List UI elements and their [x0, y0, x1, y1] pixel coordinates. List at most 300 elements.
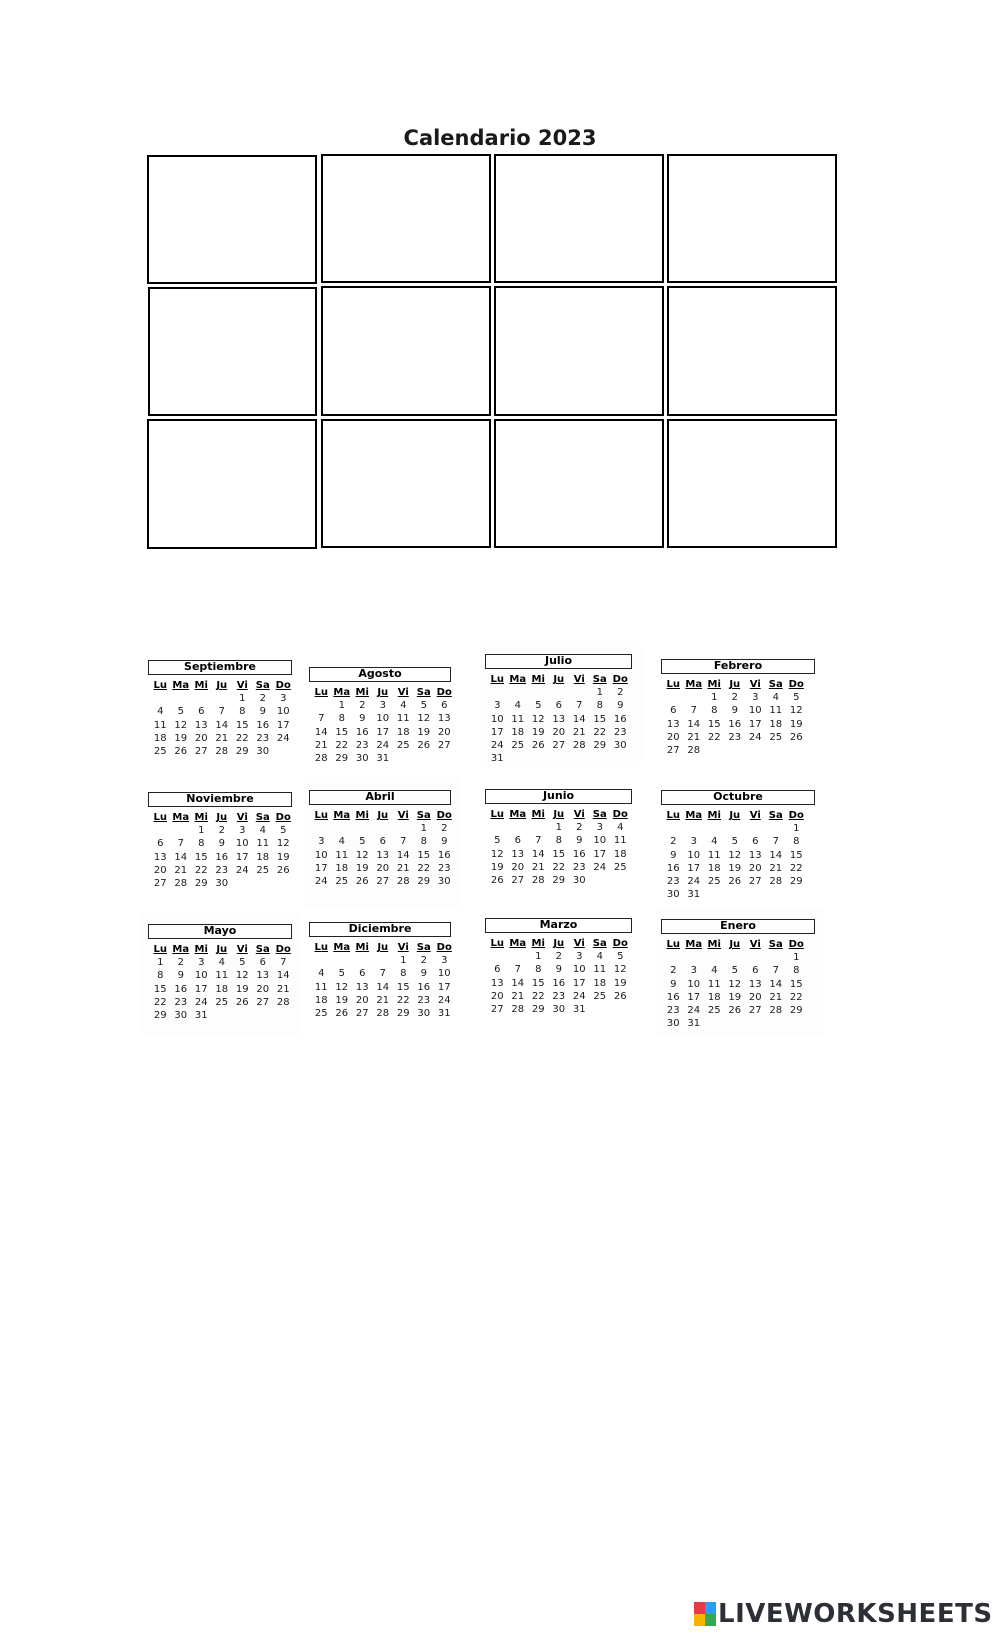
- day-number: 11: [314, 981, 328, 993]
- day-number: 24: [572, 990, 586, 1002]
- brand-name: LIVEWORKSHEETS: [718, 1599, 993, 1629]
- empty-day: [373, 823, 394, 836]
- month-title: Octubre: [661, 790, 815, 805]
- drop-box[interactable]: [667, 154, 837, 283]
- day-number: 12: [235, 970, 249, 982]
- day-number: 2: [177, 957, 184, 969]
- day-number: 21: [376, 994, 390, 1006]
- weekday-header: Vi: [397, 810, 409, 821]
- day-number: 25: [707, 1004, 721, 1016]
- day-number: 2: [441, 823, 448, 835]
- day-number: 21: [572, 726, 586, 738]
- day-number: 27: [376, 875, 390, 887]
- day-number: 11: [256, 838, 270, 850]
- weekday-header: Sa: [416, 810, 431, 821]
- month-title: Abril: [309, 790, 451, 805]
- day-number: 1: [535, 951, 542, 963]
- day-number: 4: [338, 836, 345, 848]
- day-number: 24: [593, 861, 607, 873]
- day-number: 21: [769, 991, 783, 1003]
- day-number: 8: [400, 968, 407, 980]
- day-number: 2: [420, 955, 427, 967]
- weekday-header: Ma: [333, 810, 351, 821]
- weekday-header: Vi: [397, 687, 409, 698]
- weekday-header: Mi: [355, 687, 369, 698]
- day-number: 26: [335, 1007, 349, 1019]
- weekday-header: Ju: [553, 674, 565, 685]
- empty-day: [766, 952, 787, 965]
- day-number: 8: [596, 700, 603, 712]
- day-number: 7: [772, 965, 779, 977]
- month-day-grid: [150, 944, 294, 1023]
- drop-box[interactable]: [321, 286, 491, 416]
- month-card-julio[interactable]: [479, 642, 642, 766]
- day-number: 16: [728, 718, 742, 730]
- day-number: 18: [256, 851, 270, 863]
- weekday-header: Vi: [236, 812, 248, 823]
- month-card-abril[interactable]: [303, 778, 461, 908]
- day-number: 2: [259, 693, 266, 705]
- weekday-header: Mi: [531, 809, 545, 820]
- day-number: 18: [769, 718, 783, 730]
- day-number: 8: [711, 705, 718, 717]
- empty-day: [150, 693, 171, 706]
- weekday-header: Mi: [355, 942, 369, 953]
- day-number: 14: [511, 977, 525, 989]
- day-number: 10: [235, 838, 249, 850]
- drop-box[interactable]: [321, 154, 491, 283]
- day-number: 23: [417, 994, 431, 1006]
- weekday-header: Ju: [729, 939, 741, 950]
- day-number: 3: [690, 965, 697, 977]
- month-title: Noviembre: [148, 792, 292, 807]
- day-number: 10: [687, 849, 701, 861]
- day-number: 6: [379, 836, 386, 848]
- brand-logo: [694, 1598, 993, 1630]
- weekday-header: Do: [275, 680, 291, 691]
- day-number: 12: [417, 713, 431, 725]
- day-number: 26: [417, 739, 431, 751]
- month-card-diciembre[interactable]: [303, 910, 461, 1034]
- day-number: 5: [280, 825, 287, 837]
- day-number: 16: [355, 726, 369, 738]
- day-number: 22: [417, 862, 431, 874]
- day-number: 9: [259, 706, 266, 718]
- day-number: 17: [437, 981, 451, 993]
- day-number: 9: [617, 700, 624, 712]
- day-number: 17: [314, 862, 328, 874]
- month-card-noviembre[interactable]: [142, 780, 302, 900]
- day-number: 26: [531, 739, 545, 751]
- day-number: 5: [420, 700, 427, 712]
- day-number: 27: [552, 739, 566, 751]
- day-number: 17: [593, 848, 607, 860]
- day-number: 23: [666, 1004, 680, 1016]
- day-number: 7: [280, 957, 287, 969]
- day-number: 22: [789, 991, 803, 1003]
- day-number: 19: [276, 851, 290, 863]
- drop-box[interactable]: [494, 419, 664, 548]
- day-number: 18: [153, 732, 167, 744]
- weekday-header: Do: [612, 938, 628, 949]
- weekday-header: Lu: [666, 939, 680, 950]
- day-number: 21: [687, 731, 701, 743]
- day-number: 5: [617, 951, 624, 963]
- day-number: 22: [335, 739, 349, 751]
- weekday-header: Lu: [314, 687, 328, 698]
- weekday-header: Sa: [768, 810, 783, 821]
- day-number: 10: [194, 970, 208, 982]
- weekday-header: Sa: [592, 809, 607, 820]
- day-number: 26: [728, 1004, 742, 1016]
- day-number: 1: [239, 693, 246, 705]
- day-number: 9: [441, 836, 448, 848]
- weekday-header: Ma: [685, 939, 703, 950]
- day-number: 27: [194, 745, 208, 757]
- month-card-agosto[interactable]: [303, 655, 461, 775]
- empty-day: [725, 823, 746, 836]
- day-number: 20: [437, 726, 451, 738]
- weekday-header: Vi: [573, 674, 585, 685]
- empty-day: [528, 687, 549, 700]
- day-number: 29: [417, 875, 431, 887]
- day-number: 13: [256, 970, 270, 982]
- day-number: 31: [490, 753, 504, 765]
- day-number: 1: [157, 957, 164, 969]
- day-number: 7: [514, 964, 521, 976]
- weekday-header: Ma: [509, 809, 527, 820]
- weekday-header: Mi: [707, 939, 721, 950]
- day-number: 10: [593, 835, 607, 847]
- day-number: 12: [355, 849, 369, 861]
- empty-day: [684, 952, 705, 965]
- day-number: 14: [687, 718, 701, 730]
- day-number: 14: [376, 981, 390, 993]
- weekday-header: Ma: [509, 674, 527, 685]
- day-number: 19: [728, 991, 742, 1003]
- day-number: 14: [531, 848, 545, 860]
- month-card-septiembre[interactable]: [142, 648, 302, 768]
- day-number: 1: [338, 700, 345, 712]
- day-number: 11: [769, 705, 783, 717]
- empty-day: [549, 687, 570, 700]
- day-number: 27: [256, 996, 270, 1008]
- day-number: 16: [613, 713, 627, 725]
- day-number: 26: [728, 875, 742, 887]
- weekday-header: Sa: [416, 687, 431, 698]
- day-number: 2: [670, 836, 677, 848]
- drop-box[interactable]: [667, 286, 837, 416]
- day-number: 25: [215, 996, 229, 1008]
- weekday-header: Ju: [377, 942, 389, 953]
- drop-box[interactable]: [494, 154, 664, 283]
- weekday-header: Ju: [216, 944, 228, 955]
- day-number: 23: [572, 861, 586, 873]
- day-number: 26: [276, 864, 290, 876]
- day-number: 10: [572, 964, 586, 976]
- weekday-header: Do: [788, 679, 804, 690]
- month-day-grid: [663, 810, 807, 902]
- day-number: 21: [769, 862, 783, 874]
- day-number: 11: [335, 849, 349, 861]
- weekday-header: Ju: [377, 687, 389, 698]
- empty-day: [663, 952, 684, 965]
- day-number: 15: [593, 713, 607, 725]
- day-number: 15: [417, 849, 431, 861]
- day-number: 22: [153, 996, 167, 1008]
- day-number: 2: [218, 825, 225, 837]
- day-number: 3: [752, 692, 759, 704]
- day-number: 12: [490, 848, 504, 860]
- day-number: 15: [335, 726, 349, 738]
- day-number: 24: [376, 739, 390, 751]
- day-number: 28: [687, 744, 701, 756]
- weekday-header: Ju: [729, 679, 741, 690]
- day-number: 3: [494, 700, 501, 712]
- day-number: 30: [572, 874, 586, 886]
- day-number: 13: [490, 977, 504, 989]
- weekday-header: Do: [436, 810, 452, 821]
- day-number: 4: [218, 957, 225, 969]
- day-number: 27: [490, 1003, 504, 1015]
- drop-box[interactable]: [321, 419, 491, 548]
- day-number: 24: [437, 994, 451, 1006]
- day-number: 7: [318, 713, 325, 725]
- day-number: 24: [687, 875, 701, 887]
- day-number: 16: [437, 849, 451, 861]
- weekday-header: Mi: [355, 810, 369, 821]
- day-number: 14: [572, 713, 586, 725]
- day-number: 30: [215, 877, 229, 889]
- drop-box[interactable]: [494, 286, 664, 416]
- day-number: 23: [666, 875, 680, 887]
- day-number: 28: [174, 877, 188, 889]
- day-number: 15: [789, 849, 803, 861]
- day-number: 25: [153, 745, 167, 757]
- day-number: 10: [314, 849, 328, 861]
- day-number: 8: [338, 713, 345, 725]
- weekday-header: Ma: [685, 810, 703, 821]
- weekday-header: Vi: [397, 942, 409, 953]
- day-number: 26: [490, 874, 504, 886]
- day-number: 18: [511, 726, 525, 738]
- day-number: 5: [494, 835, 501, 847]
- empty-day: [725, 952, 746, 965]
- day-number: 17: [376, 726, 390, 738]
- empty-day: [311, 823, 332, 836]
- day-number: 22: [552, 861, 566, 873]
- day-number: 16: [215, 851, 229, 863]
- day-number: 22: [194, 864, 208, 876]
- day-number: 28: [511, 1003, 525, 1015]
- day-number: 21: [276, 983, 290, 995]
- day-number: 20: [490, 990, 504, 1002]
- day-number: 4: [318, 968, 325, 980]
- day-number: 18: [707, 991, 721, 1003]
- day-number: 25: [769, 731, 783, 743]
- empty-day: [569, 687, 590, 700]
- day-number: 11: [215, 970, 229, 982]
- day-number: 10: [748, 705, 762, 717]
- day-number: 13: [194, 719, 208, 731]
- month-card-octubre[interactable]: [655, 778, 825, 902]
- day-number: 8: [198, 838, 205, 850]
- month-day-grid: [311, 810, 455, 889]
- day-number: 30: [355, 752, 369, 764]
- day-number: 20: [666, 731, 680, 743]
- day-number: 15: [153, 983, 167, 995]
- day-number: 31: [687, 889, 701, 901]
- day-number: 3: [379, 700, 386, 712]
- day-number: 4: [711, 836, 718, 848]
- day-number: 11: [153, 719, 167, 731]
- day-number: 12: [531, 713, 545, 725]
- empty-day: [393, 823, 414, 836]
- day-number: 31: [687, 1018, 701, 1030]
- empty-day: [311, 700, 332, 713]
- month-card-enero[interactable]: [655, 907, 825, 1037]
- day-number: 3: [280, 693, 287, 705]
- day-number: 19: [531, 726, 545, 738]
- day-number: 2: [555, 951, 562, 963]
- empty-day: [745, 952, 766, 965]
- day-number: 5: [731, 836, 738, 848]
- day-number: 8: [793, 965, 800, 977]
- day-number: 20: [748, 991, 762, 1003]
- day-number: 1: [793, 823, 800, 835]
- day-number: 4: [259, 825, 266, 837]
- weekday-header: Vi: [236, 680, 248, 691]
- day-number: 21: [174, 864, 188, 876]
- weekday-header: Do: [275, 944, 291, 955]
- day-number: 25: [335, 875, 349, 887]
- day-number: 21: [531, 861, 545, 873]
- month-card-marzo[interactable]: [479, 906, 642, 1036]
- month-day-grid: [150, 812, 294, 891]
- day-number: 22: [789, 862, 803, 874]
- weekday-header: Lu: [490, 809, 504, 820]
- month-title: Enero: [661, 919, 815, 934]
- day-number: 30: [666, 889, 680, 901]
- weekday-header: Sa: [255, 944, 270, 955]
- weekday-header: Vi: [749, 810, 761, 821]
- day-number: 6: [555, 700, 562, 712]
- day-number: 20: [355, 994, 369, 1006]
- empty-day: [171, 825, 192, 838]
- day-number: 9: [555, 964, 562, 976]
- day-number: 18: [593, 977, 607, 989]
- weekday-header: Do: [436, 687, 452, 698]
- day-number: 1: [400, 955, 407, 967]
- day-number: 21: [511, 990, 525, 1002]
- month-day-grid: [663, 939, 807, 1031]
- empty-day: [487, 822, 508, 835]
- empty-day: [352, 823, 373, 836]
- day-number: 10: [276, 706, 290, 718]
- weekday-header: Ju: [216, 812, 228, 823]
- day-number: 18: [314, 994, 328, 1006]
- day-number: 4: [514, 700, 521, 712]
- day-number: 27: [666, 744, 680, 756]
- month-card-mayo[interactable]: [142, 912, 302, 1036]
- day-number: 1: [596, 687, 603, 699]
- weekday-header: Lu: [490, 938, 504, 949]
- day-number: 16: [666, 862, 680, 874]
- day-number: 16: [552, 977, 566, 989]
- weekday-header: Mi: [531, 938, 545, 949]
- day-number: 23: [437, 862, 451, 874]
- day-number: 19: [789, 718, 803, 730]
- day-number: 5: [731, 965, 738, 977]
- day-number: 19: [417, 726, 431, 738]
- empty-day: [373, 955, 394, 968]
- day-number: 17: [194, 983, 208, 995]
- day-number: 4: [711, 965, 718, 977]
- day-number: 28: [215, 745, 229, 757]
- day-number: 6: [514, 835, 521, 847]
- day-number: 12: [789, 705, 803, 717]
- day-number: 7: [772, 836, 779, 848]
- day-number: 25: [396, 739, 410, 751]
- day-number: 2: [670, 965, 677, 977]
- month-card-junio[interactable]: [479, 777, 642, 897]
- weekday-header: Vi: [573, 809, 585, 820]
- drop-box[interactable]: [147, 419, 317, 549]
- weekday-header: Vi: [749, 939, 761, 950]
- day-number: 4: [400, 700, 407, 712]
- weekday-header: Ma: [333, 942, 351, 953]
- day-number: 11: [396, 713, 410, 725]
- day-number: 9: [177, 970, 184, 982]
- day-number: 14: [769, 849, 783, 861]
- month-day-grid: [487, 938, 631, 1017]
- day-number: 4: [772, 692, 779, 704]
- weekday-header: Do: [612, 674, 628, 685]
- weekday-header: Sa: [768, 679, 783, 690]
- day-number: 5: [177, 706, 184, 718]
- weekday-header: Mi: [707, 679, 721, 690]
- day-number: 22: [396, 994, 410, 1006]
- weekday-header: Lu: [153, 944, 167, 955]
- day-number: 16: [666, 991, 680, 1003]
- day-number: 20: [153, 864, 167, 876]
- day-number: 30: [417, 1007, 431, 1019]
- day-number: 8: [420, 836, 427, 848]
- day-number: 21: [314, 739, 328, 751]
- day-number: 24: [490, 739, 504, 751]
- day-number: 18: [613, 848, 627, 860]
- drop-box[interactable]: [148, 287, 317, 416]
- empty-day: [508, 951, 529, 964]
- day-number: 21: [396, 862, 410, 874]
- weekday-header: Sa: [768, 939, 783, 950]
- drop-box[interactable]: [667, 419, 837, 548]
- weekday-header: Lu: [153, 680, 167, 691]
- month-day-grid: [487, 809, 631, 888]
- empty-day: [684, 823, 705, 836]
- day-number: 29: [552, 874, 566, 886]
- drop-box[interactable]: [147, 155, 317, 284]
- day-number: 16: [572, 848, 586, 860]
- day-number: 13: [437, 713, 451, 725]
- empty-day: [332, 955, 353, 968]
- day-number: 3: [239, 825, 246, 837]
- day-number: 11: [593, 964, 607, 976]
- month-card-febrero[interactable]: [655, 647, 825, 765]
- empty-day: [171, 693, 192, 706]
- month-title: Diciembre: [309, 922, 451, 937]
- day-number: 15: [552, 848, 566, 860]
